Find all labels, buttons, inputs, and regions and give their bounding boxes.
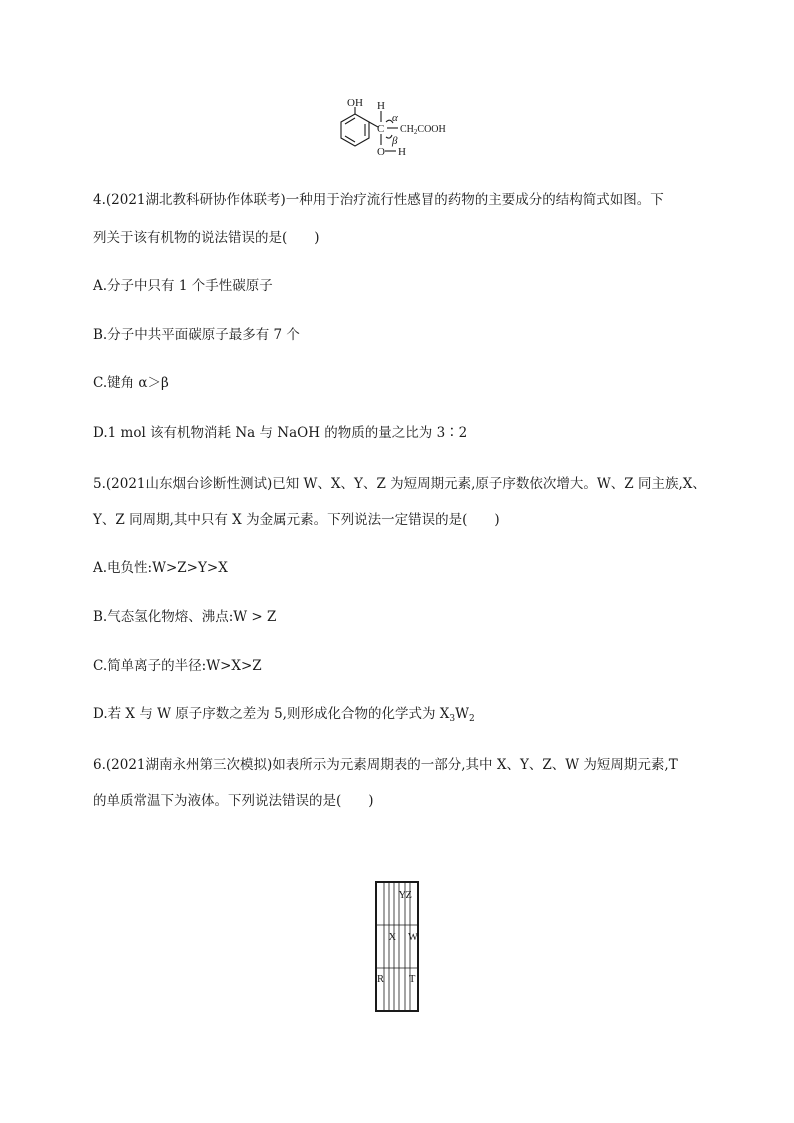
question-5-option-b: B.气态氢化物熔、沸点:W > Z xyxy=(93,609,277,625)
cell-t: T xyxy=(409,974,416,985)
alpha-label: α xyxy=(392,112,398,124)
oh-label: OH xyxy=(347,97,363,109)
cell-y: Y xyxy=(398,890,407,901)
question-5-option-d: D.若 X 与 W 原子序数之差为 5,则形成化合物的化学式为 $X_3W_2$ xyxy=(93,706,475,724)
question-5-stem-line1: 5.(2021山东烟台诊断性测试)已知 W、X、Y、Z 为短周期元素,原子序数依次增大。W、Z 同主族,X、 xyxy=(93,476,706,492)
periodic-table-fragment xyxy=(375,881,419,1012)
structural-formula xyxy=(330,92,470,167)
question-5-option-a: A.电负性:W>Z>Y>X xyxy=(93,560,228,576)
question-4-option-d: D.1 mol 该有机物消耗 Na 与 NaOH 的物质的量之比为 3∶2 xyxy=(93,425,468,441)
h-top-label: H xyxy=(377,100,385,112)
question-5-option-c: C.简单离子的半径:W>X>Z xyxy=(93,658,262,674)
question-4-option-a: A.分子中只有 1 个手性碳原子 xyxy=(93,278,273,294)
question-4-stem-line1: 4.(2021湖北教科研协作体联考)一种用于治疗流行性感冒的药物的主要成分的结构简式如图。下 xyxy=(93,192,664,208)
beta-label: β xyxy=(392,135,398,147)
ch2cooh-label: $CH_2COOH$ xyxy=(400,124,446,136)
cell-r: R xyxy=(377,974,385,985)
carbon-label: C xyxy=(377,123,385,135)
question-5-stem-line2: Y、Z 同周期,其中只有 X 为金属元素。下列说法一定错误的是( ) xyxy=(93,512,500,528)
question-4-stem-line2: 列关于该有机物的说法错误的是( ) xyxy=(93,230,320,246)
cell-x: X xyxy=(388,932,397,943)
question-6-stem-line1: 6.(2021湖南永州第三次模拟)如表所示为元素周期表的一部分,其中 X、Y、Z、W 为短周期元素,T xyxy=(93,757,678,773)
cell-z: Z xyxy=(405,890,412,901)
question-4-option-c: C.键角 α＞β xyxy=(93,375,169,391)
cell-w: W xyxy=(408,932,418,943)
question-4-option-b: B.分子中共平面碳原子最多有 7 个 xyxy=(93,327,300,343)
oxygen-label: O xyxy=(377,146,385,158)
h-bottom-label: H xyxy=(398,146,406,158)
question-6-stem-line2: 的单质常温下为液体。下列说法错误的是( ) xyxy=(93,793,374,809)
